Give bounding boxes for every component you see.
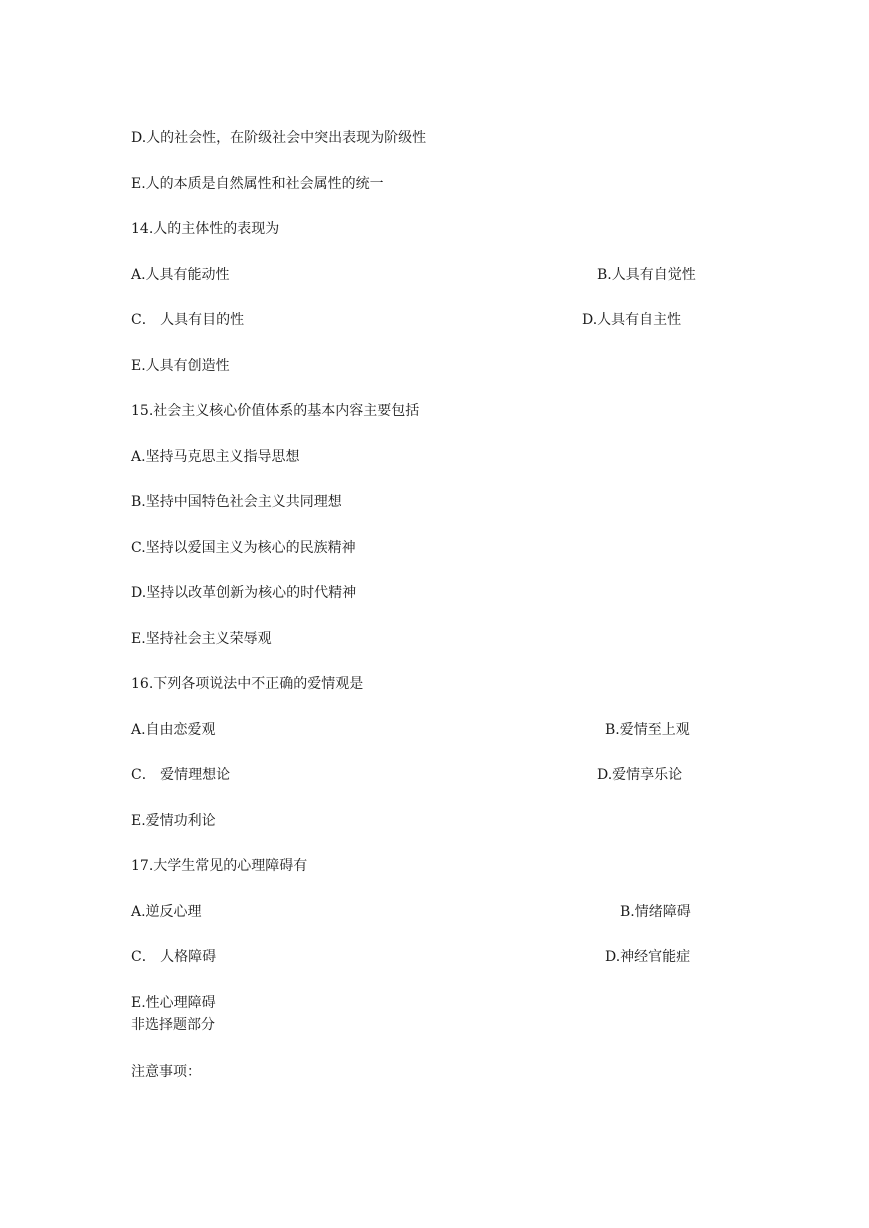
q16-option-c: C． 爱情理想论 — [131, 767, 231, 783]
q15-option-e: E.坚持社会主义荣辱观 — [131, 631, 272, 647]
notice-heading: 注意事项： — [131, 1064, 201, 1080]
q15-option-c: C.坚持以爱国主义为核心的民族精神 — [131, 540, 356, 556]
q14-option-c: C． 人具有目的性 — [131, 312, 245, 328]
q17-option-e: E.性心理障碍 — [131, 995, 216, 1011]
q17-option-b: B.情绪障碍 — [620, 904, 691, 920]
q13-option-d: D.人的社会性，在阶级社会中突出表现为阶级性 — [131, 130, 427, 146]
q14-option-b: B.人具有自觉性 — [597, 267, 696, 283]
section-heading: 非选择题部分 — [131, 1017, 215, 1033]
q17-option-c: C． 人格障碍 — [131, 949, 217, 965]
q14-question: 14.人的主体性的表现为 — [131, 221, 280, 237]
q14-option-a: A.人具有能动性 — [131, 267, 230, 283]
q14-option-d: D.人具有自主性 — [582, 312, 682, 328]
q16-option-d: D.爱情享乐论 — [597, 767, 683, 783]
q15-question: 15.社会主义核心价值体系的基本内容主要包括 — [131, 403, 420, 419]
q15-option-d: D.坚持以改革创新为核心的时代精神 — [131, 585, 357, 601]
q17-question: 17.大学生常见的心理障碍有 — [131, 858, 308, 874]
q15-option-b: B.坚持中国特色社会主义共同理想 — [131, 494, 342, 510]
q15-option-a: A.坚持马克思主义指导思想 — [131, 449, 300, 465]
q17-option-a: A.逆反心理 — [131, 904, 202, 920]
q13-option-e: E.人的本质是自然属性和社会属性的统一 — [131, 176, 384, 192]
q16-option-e: E.爱情功利论 — [131, 813, 216, 829]
q16-question: 16.下列各项说法中不正确的爱情观是 — [131, 676, 364, 692]
q16-option-a: A.自由恋爱观 — [131, 722, 216, 738]
q14-option-e: E.人具有创造性 — [131, 358, 230, 374]
q17-option-d: D.神经官能症 — [605, 949, 691, 965]
q16-option-b: B.爱情至上观 — [605, 722, 690, 738]
